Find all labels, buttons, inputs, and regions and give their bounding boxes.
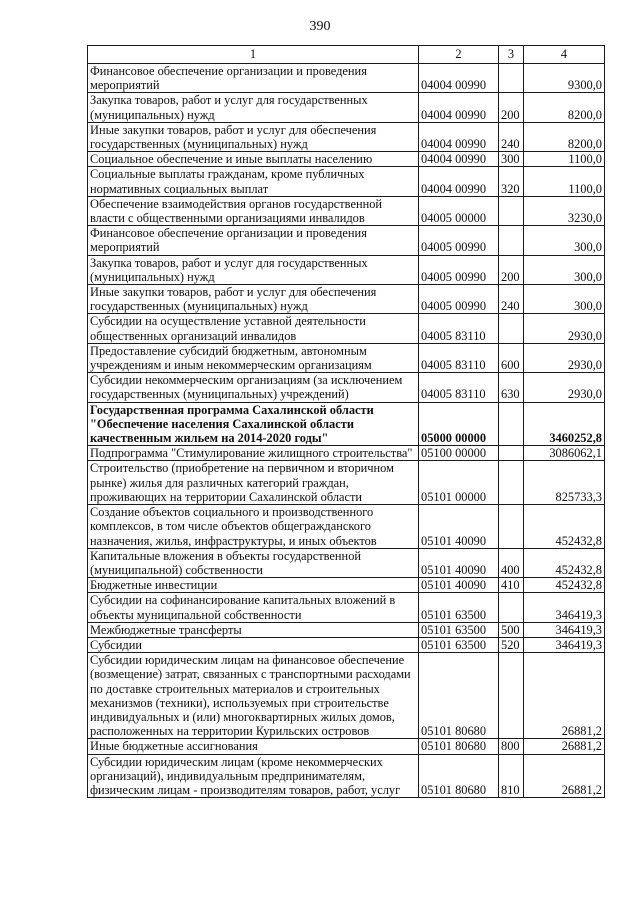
- row-code-cell: 04005 00990: [419, 226, 499, 255]
- row-sum-cell: 2930,0: [524, 314, 605, 343]
- table-row: [88, 285, 605, 314]
- row-type-cell: [499, 505, 524, 549]
- row-code-cell: 05101 63500: [419, 593, 499, 622]
- row-sum-cell: 8200,0: [524, 93, 605, 122]
- page-number: 390: [309, 19, 331, 34]
- row-type-cell: 240: [499, 285, 524, 314]
- row-code-cell: 05101 80680: [419, 754, 499, 798]
- row-sum-cell: 1100,0: [524, 152, 605, 167]
- row-type-cell: [499, 446, 524, 461]
- row-name-cell: Обеспечение взаимодействия органов государственной власти с общественными организациями инвалидов: [88, 196, 419, 225]
- row-name-cell: Капитальные вложения в объекты государственной (муниципальной) собственности: [88, 548, 419, 577]
- row-name-cell: Предоставление субсидий бюджетным, автономным учреждениям и иным некоммерческим организациям: [88, 343, 419, 372]
- row-code-cell: 04004 00990: [419, 167, 499, 196]
- row-code-cell: 04005 00990: [419, 285, 499, 314]
- table-row: [88, 343, 605, 372]
- table-row: [88, 739, 605, 754]
- row-code-cell: 05101 63500: [419, 622, 499, 637]
- row-code-cell: 04004 00990: [419, 152, 499, 167]
- row-code-cell: 04005 83110: [419, 373, 499, 402]
- row-code-cell: 05101 40090: [419, 505, 499, 549]
- row-name-cell: Социальное обеспечение и иные выплаты населению: [88, 152, 419, 167]
- row-type-cell: 600: [499, 343, 524, 372]
- row-code-cell: 05101 80680: [419, 739, 499, 754]
- row-sum-cell: 8200,0: [524, 122, 605, 151]
- row-type-cell: 200: [499, 93, 524, 122]
- row-type-cell: 630: [499, 373, 524, 402]
- row-name-cell: Социальные выплаты гражданам, кроме публичных нормативных социальных выплат: [88, 167, 419, 196]
- column-header-sum: 4: [524, 46, 605, 64]
- row-sum-cell: 452432,8: [524, 505, 605, 549]
- row-sum-cell: 26881,2: [524, 739, 605, 754]
- row-code-cell: 05101 00000: [419, 461, 499, 505]
- budget-table: [87, 45, 605, 798]
- row-name-cell: Субсидии: [88, 637, 419, 652]
- row-type-cell: [499, 314, 524, 343]
- table-row: [88, 196, 605, 225]
- row-sum-cell: 3230,0: [524, 196, 605, 225]
- row-name-cell: Межбюджетные трансферты: [88, 622, 419, 637]
- table-row: [88, 255, 605, 284]
- column-header-name: 1: [88, 46, 419, 64]
- row-sum-cell: 9300,0: [524, 64, 605, 93]
- row-code-cell: 04004 00990: [419, 93, 499, 122]
- row-type-cell: [499, 226, 524, 255]
- row-type-cell: 300: [499, 152, 524, 167]
- row-sum-cell: 346419,3: [524, 593, 605, 622]
- row-type-cell: 410: [499, 578, 524, 593]
- row-sum-cell: 3460252,8: [524, 402, 605, 446]
- row-type-cell: 320: [499, 167, 524, 196]
- row-name-cell: Иные бюджетные ассигнования: [88, 739, 419, 754]
- table-row: [88, 314, 605, 343]
- row-sum-cell: 2930,0: [524, 373, 605, 402]
- row-code-cell: 04005 83110: [419, 343, 499, 372]
- row-type-cell: [499, 593, 524, 622]
- row-type-cell: 200: [499, 255, 524, 284]
- row-name-cell: Иные закупки товаров, работ и услуг для обеспечения государственных (муниципальных) нужд: [88, 285, 419, 314]
- row-name-cell: Финансовое обеспечение организации и проведения мероприятий: [88, 64, 419, 93]
- table-row: [88, 152, 605, 167]
- row-code-cell: 05100 00000: [419, 446, 499, 461]
- row-sum-cell: 26881,2: [524, 653, 605, 739]
- table-row: [88, 64, 605, 93]
- row-name-cell: Подпрограмма "Стимулирование жилищного строительства": [88, 446, 419, 461]
- row-name-cell: Субсидии юридическим лицам (кроме некоммерческих организаций), индивидуальным предпринимателям, физическим лицам - производителям товаров, работ, услуг: [88, 754, 419, 798]
- row-name-cell: Иные закупки товаров, работ и услуг для обеспечения государственных (муниципальных) нужд: [88, 122, 419, 151]
- table-row: [88, 578, 605, 593]
- table-row: [88, 548, 605, 577]
- row-sum-cell: 3086062,1: [524, 446, 605, 461]
- table-row: [88, 754, 605, 798]
- table-row: [88, 637, 605, 652]
- table-row: [88, 402, 605, 446]
- row-name-cell: Закупка товаров, работ и услуг для государственных (муниципальных) нужд: [88, 255, 419, 284]
- row-sum-cell: 1100,0: [524, 167, 605, 196]
- row-type-cell: [499, 653, 524, 739]
- table-row: [88, 93, 605, 122]
- row-name-cell: Субсидии юридическим лицам на финансовое обеспечение (возмещение) затрат, связанных с транспортными расходами по доставке строительных материалов и строительных механизмов (техники), используемых при строительстве индивидуальных и (или) многоквартирных жилых домов, расположенных на территории Курильских островов: [88, 653, 419, 739]
- row-sum-cell: 346419,3: [524, 637, 605, 652]
- row-type-cell: 400: [499, 548, 524, 577]
- row-sum-cell: 452432,8: [524, 578, 605, 593]
- row-sum-cell: 2930,0: [524, 343, 605, 372]
- row-type-cell: 810: [499, 754, 524, 798]
- row-sum-cell: 300,0: [524, 285, 605, 314]
- row-name-cell: Субсидии на софинансирование капитальных вложений в объекты муниципальной собственности: [88, 593, 419, 622]
- row-name-cell: Государственная программа Сахалинской области "Обеспечение населения Сахалинской области качественным жильем на 2014-2020 годы": [88, 402, 419, 446]
- table-row: [88, 446, 605, 461]
- row-code-cell: 05000 00000: [419, 402, 499, 446]
- row-type-cell: [499, 64, 524, 93]
- table-row: [88, 167, 605, 196]
- row-sum-cell: 300,0: [524, 226, 605, 255]
- row-type-cell: [499, 461, 524, 505]
- row-type-cell: 520: [499, 637, 524, 652]
- table-row: [88, 593, 605, 622]
- row-name-cell: Субсидии некоммерческим организациям (за исключением государственных (муниципальных) учреждений): [88, 373, 419, 402]
- column-header-code: 2: [419, 46, 499, 64]
- row-code-cell: 05101 40090: [419, 578, 499, 593]
- row-sum-cell: 346419,3: [524, 622, 605, 637]
- row-name-cell: Закупка товаров, работ и услуг для государственных (муниципальных) нужд: [88, 93, 419, 122]
- row-code-cell: 05101 80680: [419, 653, 499, 739]
- column-header-type: 3: [499, 46, 524, 64]
- row-type-cell: [499, 196, 524, 225]
- row-type-cell: 800: [499, 739, 524, 754]
- table-row: [88, 122, 605, 151]
- row-sum-cell: 26881,2: [524, 754, 605, 798]
- row-name-cell: Бюджетные инвестиции: [88, 578, 419, 593]
- row-code-cell: 04005 00990: [419, 255, 499, 284]
- row-name-cell: Субсидии на осуществление уставной деятельности общественных организаций инвалидов: [88, 314, 419, 343]
- table-row: [88, 653, 605, 739]
- row-code-cell: 04005 83110: [419, 314, 499, 343]
- row-name-cell: Строительство (приобретение на первичном и вторичном рынке) жилья для различных категорий граждан, проживающих на территории Сахалинской области: [88, 461, 419, 505]
- row-code-cell: 04004 00990: [419, 122, 499, 151]
- row-type-cell: 240: [499, 122, 524, 151]
- table-row: [88, 622, 605, 637]
- row-code-cell: 05101 63500: [419, 637, 499, 652]
- row-sum-cell: 825733,3: [524, 461, 605, 505]
- row-name-cell: Финансовое обеспечение организации и проведения мероприятий: [88, 226, 419, 255]
- table-row: [88, 505, 605, 549]
- row-code-cell: 04004 00990: [419, 64, 499, 93]
- table-row: [88, 461, 605, 505]
- row-name-cell: Создание объектов социального и производственного комплексов, в том числе объектов общегражданского назначения, жилья, инфраструктуры, и иных объектов: [88, 505, 419, 549]
- table-row: [88, 226, 605, 255]
- row-code-cell: 05101 40090: [419, 548, 499, 577]
- row-type-cell: 500: [499, 622, 524, 637]
- row-sum-cell: 300,0: [524, 255, 605, 284]
- row-sum-cell: 452432,8: [524, 548, 605, 577]
- table-header-row: [88, 46, 605, 64]
- row-code-cell: 04005 00000: [419, 196, 499, 225]
- row-type-cell: [499, 402, 524, 446]
- table-row: [88, 373, 605, 402]
